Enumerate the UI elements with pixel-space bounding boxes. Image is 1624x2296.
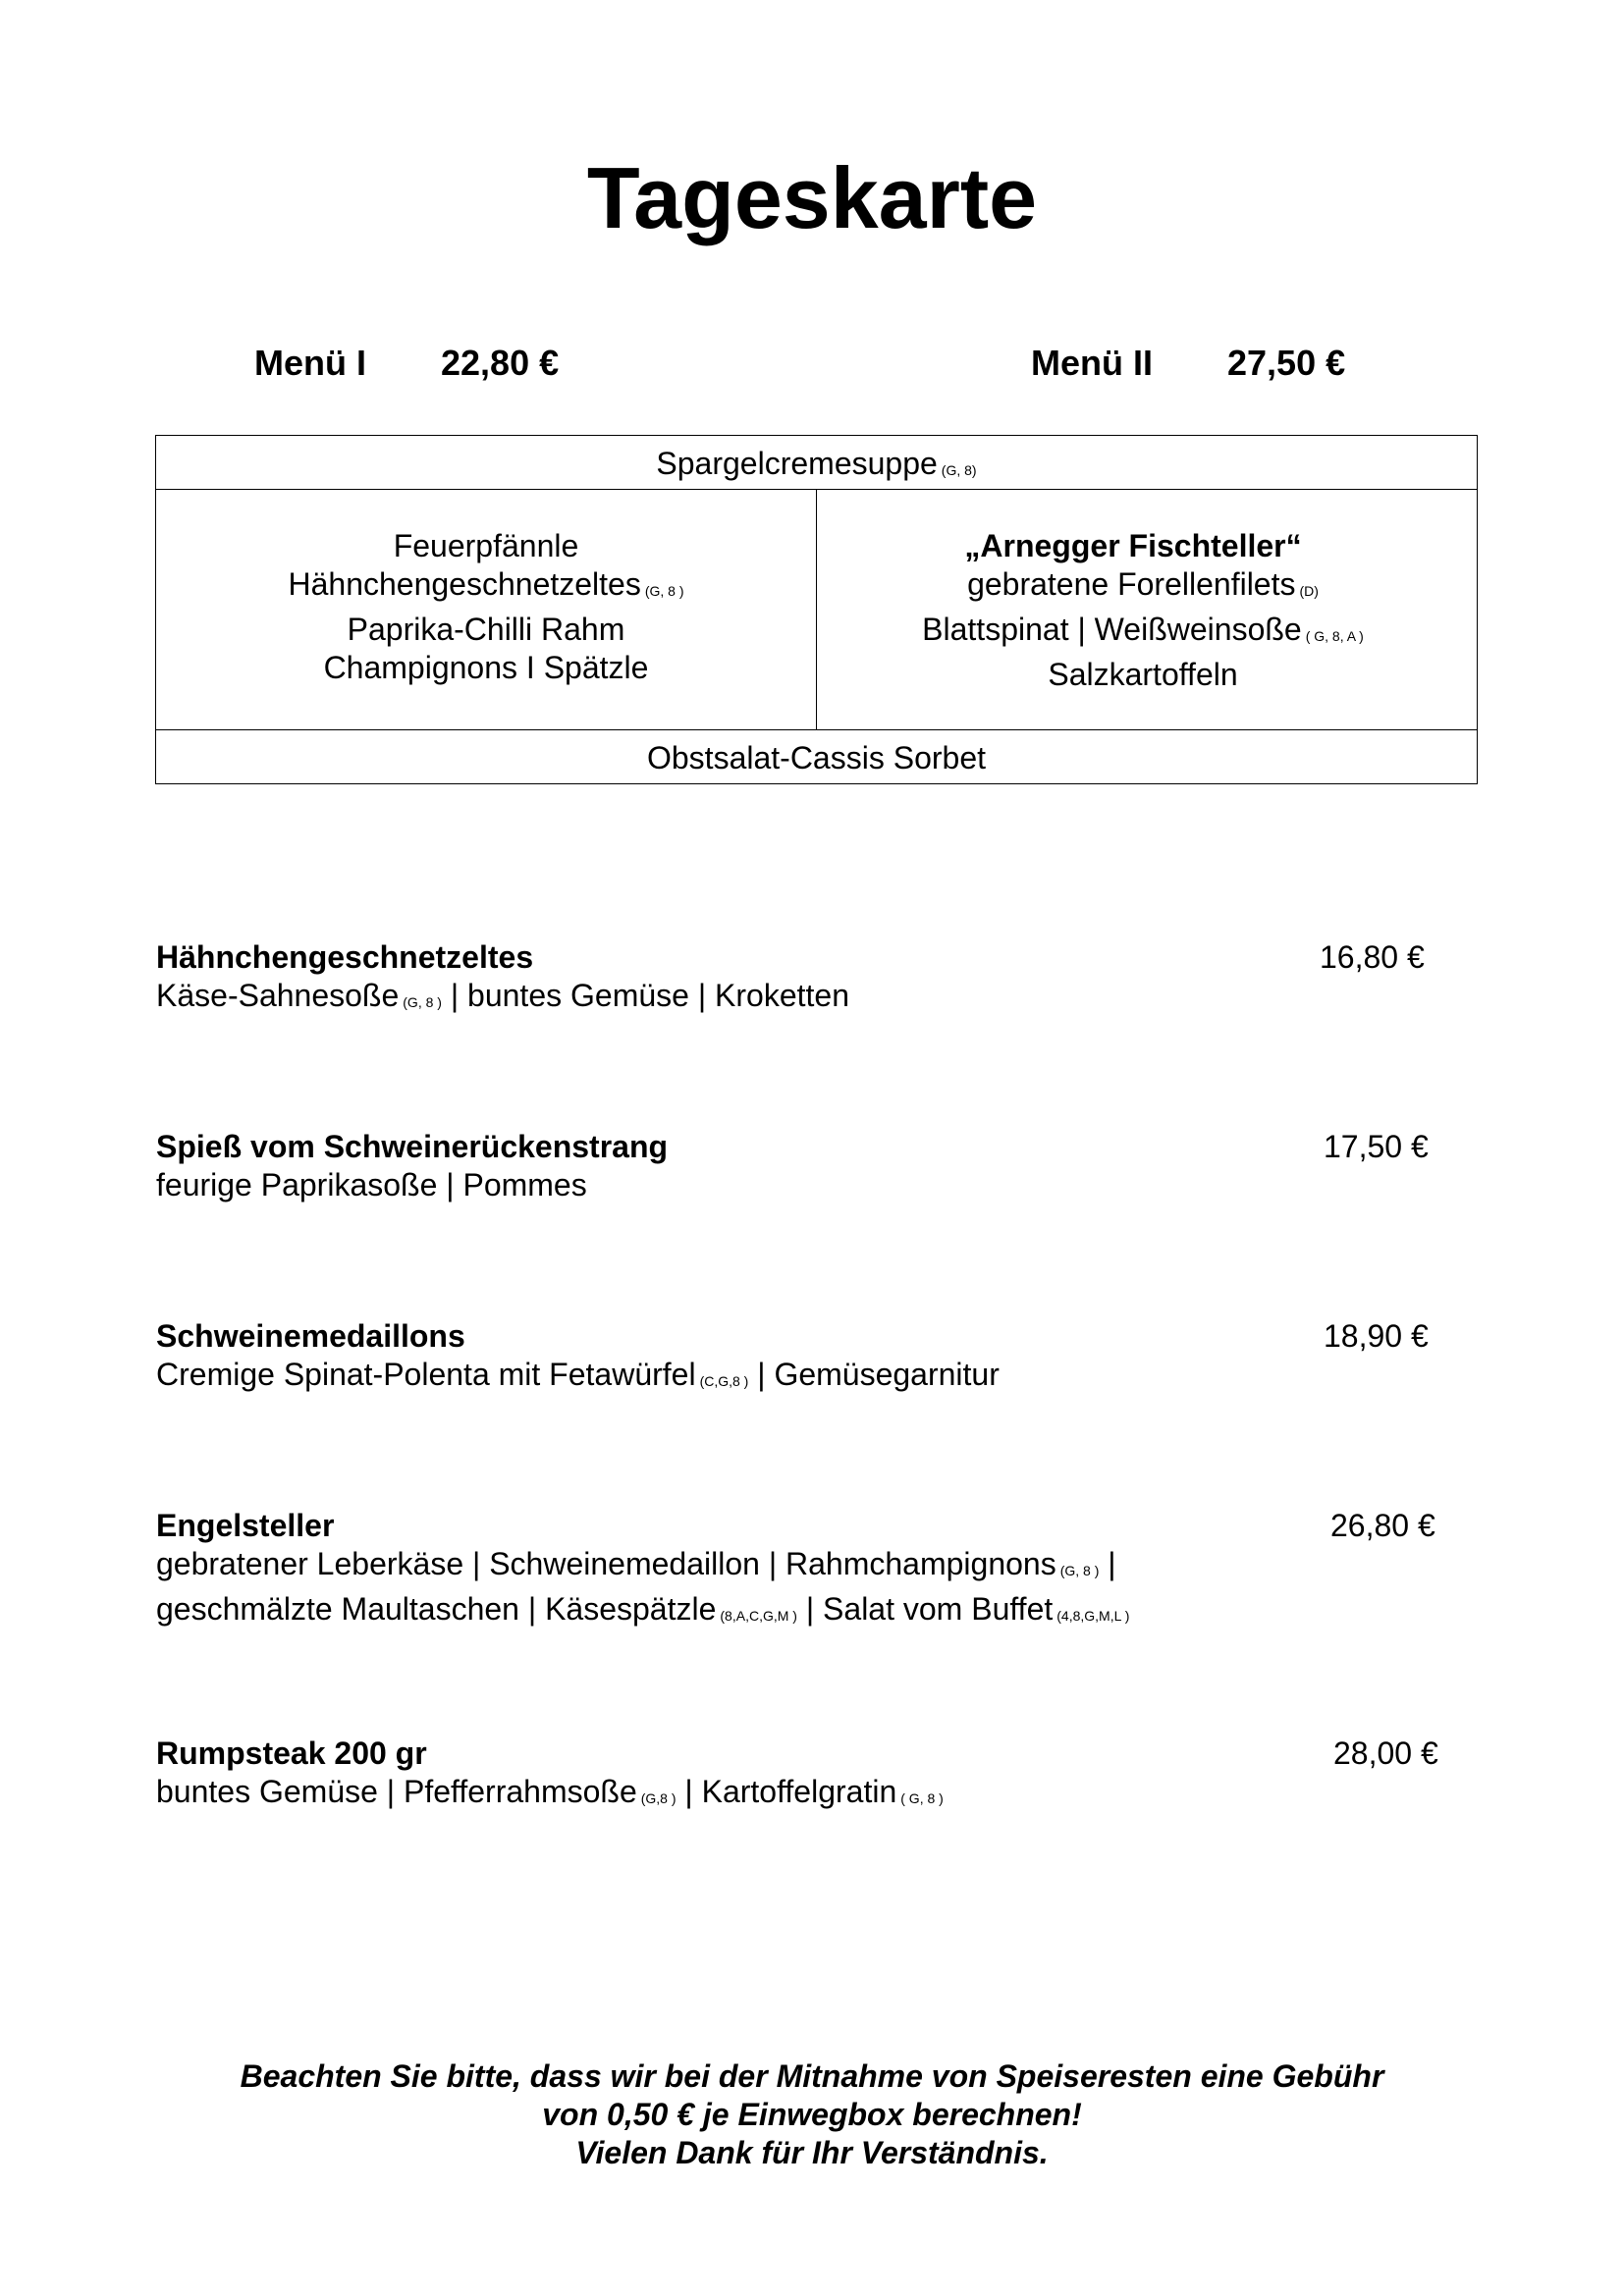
menu-2-line-2 [817, 565, 1479, 611]
dish-price: 17,50 € [1324, 1129, 1429, 1164]
dish-desc-text: buntes Gemüse | Pfefferrahmsoße [156, 1774, 637, 1809]
dish-name: Schweinemedaillons [156, 1318, 465, 1354]
menu-2-price: 27,50 € [1227, 343, 1346, 383]
dish-item [156, 938, 1462, 1022]
menu-2-line-3-text: Blattspinat | Weißweinsoße [922, 612, 1302, 647]
dish-desc-rest: | Gemüsegarnitur [748, 1357, 1000, 1392]
dish-item [156, 1317, 1462, 1401]
dish-description-line-1 [156, 1545, 1462, 1590]
dish-price: 26,80 € [1330, 1508, 1435, 1543]
menu-1-line-2-allergens: (G, 8 ) [644, 583, 684, 599]
takeaway-fee-note [0, 2057, 1624, 2172]
dish-desc-text: gebratener Leberkäse | Schweinemedaillon | Rahmchampignons [156, 1546, 1056, 1581]
dish-description [156, 1773, 1462, 1818]
dish-allergens-2: (4,8,G,M,L ) [1056, 1608, 1130, 1624]
menu-1-main-cell [156, 489, 817, 730]
main-course-row [156, 489, 1477, 730]
dish-desc-rest: | [1099, 1546, 1116, 1581]
note-line-1: Beachten Sie bitte, dass wir bei der Mitnahme von Speiseresten eine Gebühr [240, 2058, 1384, 2094]
menu-2-main-cell [817, 489, 1479, 730]
dish-allergens: (G,8 ) [640, 1790, 677, 1806]
menu-1-line-2 [156, 565, 816, 611]
dish-desc-mid: | Salat vom Buffet [796, 1591, 1054, 1627]
dish-allergens: (8,A,C,G,M ) [720, 1608, 797, 1624]
dish-name: Engelsteller [156, 1508, 335, 1543]
dish-item [156, 1128, 1462, 1204]
soup-row [156, 436, 1477, 490]
menu-2-line-4: Salzkartoffeln [1048, 657, 1238, 692]
dish-item [156, 1507, 1462, 1635]
note-line-3: Vielen Dank für Ihr Verständnis. [575, 2135, 1049, 2170]
menu-2-line-2-text: gebratene Forellenfilets [967, 566, 1296, 602]
dish-name: Hähnchengeschnetzeltes [156, 939, 534, 975]
menu-1-header [254, 343, 560, 383]
menu-2-line-3 [817, 611, 1479, 656]
dish-price: 28,00 € [1333, 1735, 1438, 1771]
dish-allergens: (G, 8 ) [403, 994, 442, 1010]
menu-1-line-4: Champignons I Spätzle [323, 650, 649, 685]
dish-description [156, 1356, 1462, 1401]
dish-description: feurige Paprikasoße | Pommes [156, 1167, 587, 1202]
menu-1-label: Menü I [254, 343, 366, 383]
dish-desc-text: Cremige Spinat-Polenta mit Fetawürfel [156, 1357, 696, 1392]
menu-2-line-2-allergens: (D) [1299, 583, 1319, 599]
menu-1-line-3: Paprika-Chilli Rahm [347, 612, 625, 647]
dish-description-line-2 [156, 1590, 1462, 1635]
page-title: Tageskarte [586, 149, 1038, 246]
menu-2-header [1031, 343, 1346, 383]
menu-1-price: 22,80 € [441, 343, 560, 383]
menu-2-line-3-allergens: ( G, 8, A ) [1305, 628, 1364, 644]
dessert-row: Obstsalat-Cassis Sorbet [156, 729, 1477, 783]
dish-desc-rest: | Kartoffelgratin [676, 1774, 897, 1809]
note-line-2: von 0,50 € je Einwegbox berechnen! [542, 2097, 1082, 2132]
dish-price: 18,90 € [1324, 1318, 1429, 1354]
dish-allergens: (C,G,8 ) [699, 1373, 749, 1389]
dish-allergens-2: ( G, 8 ) [900, 1790, 944, 1806]
dish-price: 16,80 € [1320, 939, 1425, 975]
menu-table [155, 435, 1478, 784]
dish-desc-rest: | buntes Gemüse | Kroketten [441, 978, 849, 1013]
dish-name: Spieß vom Schweinerückenstrang [156, 1129, 669, 1164]
dish-item [156, 1735, 1462, 1818]
dish-description [156, 977, 1462, 1022]
menu-2-label: Menü II [1031, 343, 1153, 383]
dish-desc-text: geschmälzte Maultaschen | Käsespätzle [156, 1591, 717, 1627]
menu-2-line-1: „Arnegger Fischteller“ [964, 528, 1302, 563]
menu-1-line-2-text: Hähnchengeschnetzeltes [288, 566, 641, 602]
menu-1-line-1: Feuerpfännle [393, 528, 579, 563]
dish-name: Rumpsteak 200 gr [156, 1735, 427, 1771]
soup-allergens: (G, 8) [941, 462, 977, 478]
dish-desc-text: Käse-Sahnesoße [156, 978, 400, 1013]
soup-name: Spargelcremesuppe [656, 446, 938, 481]
dish-allergens: (G, 8 ) [1059, 1563, 1100, 1578]
